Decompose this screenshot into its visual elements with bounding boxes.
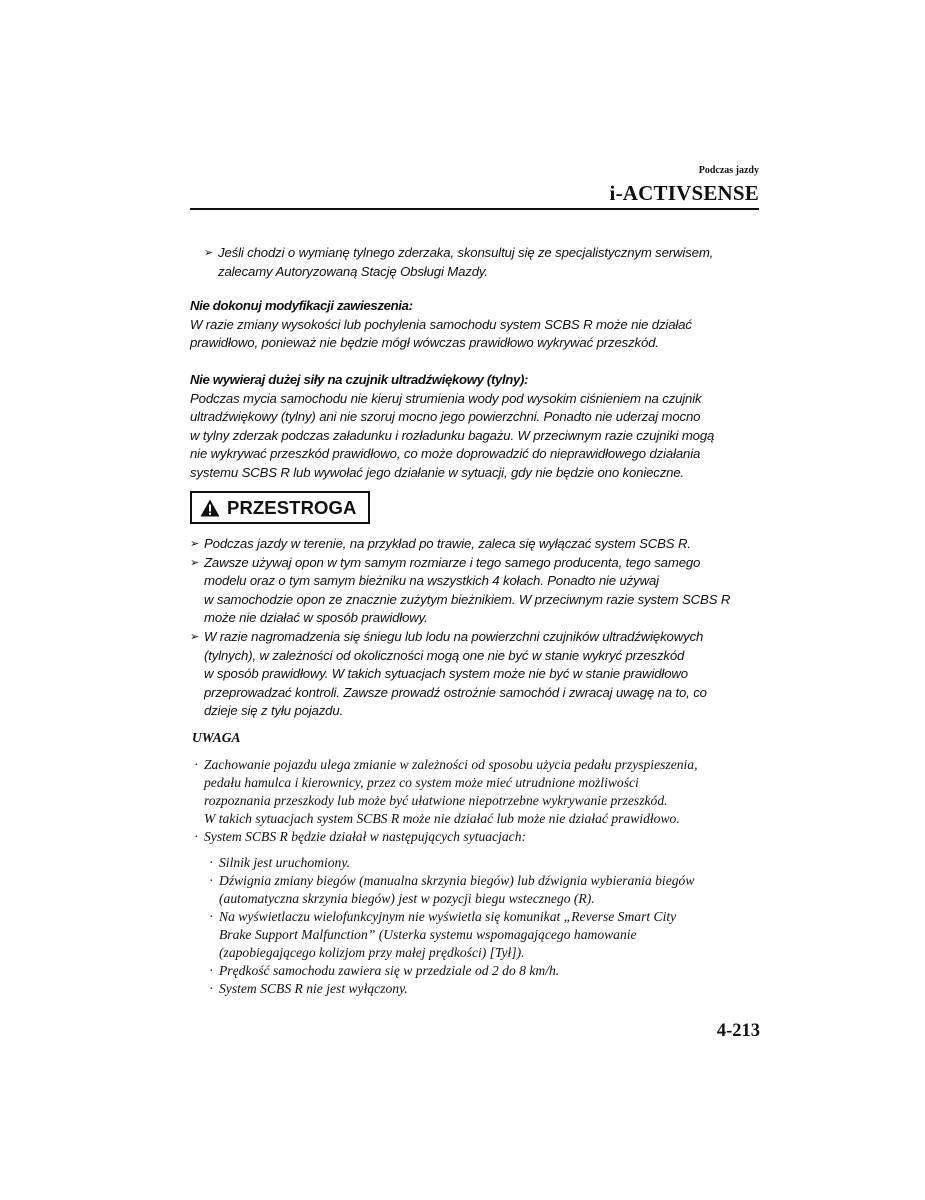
- arrow-bullet-icon: ➢: [190, 630, 200, 643]
- text-line: prawidłowo, ponieważ nie będzie mógł wówczas prawidłowo wykrywać przeszkód.: [190, 335, 659, 351]
- section-title: Podczas jazdy: [698, 165, 759, 176]
- text-line: w tylny zderzak podczas załadunku i rozładunku bagażu. W przeciwnym razie czujniki mogą: [190, 427, 715, 443]
- dot-bullet-icon: ·: [194, 757, 199, 772]
- text-line: nie wykrywać przeszkód prawidłowo, co może doprowadzić do nieprawidłowego działania: [190, 446, 701, 462]
- text-line: System SCBS R będzie działał w następujących sytuacjach:: [204, 829, 527, 844]
- text-line: Prędkość samochodu zawiera się w przedziale od 2 do 8 km/h.: [219, 963, 560, 978]
- arrow-bullet-icon: ➢: [204, 247, 214, 259]
- arrow-bullet-icon: ➢: [190, 556, 200, 569]
- suspension-block: [190, 297, 762, 353]
- text-line: Zachowanie pojazdu ulega zmianie w zależności od sposobu użycia pedału przyspieszenia,: [204, 757, 698, 772]
- warning-triangle-icon: [200, 499, 220, 517]
- text-line: pedału hamulca i kierownicy, przez co system może mieć utrudnione możliwości: [204, 775, 639, 790]
- dot-bullet-icon: ·: [209, 981, 214, 996]
- dot-bullet-icon: ·: [194, 829, 199, 844]
- page-header: [190, 165, 759, 205]
- text-line: System SCBS R nie jest wyłączony.: [219, 981, 408, 996]
- dot-bullet-icon: ·: [209, 873, 214, 888]
- text-line: Zawsze używaj opon w tym samym rozmiarze i tego samego producenta, tego samego: [204, 554, 701, 570]
- text-line: dzieje się z tyłu pojazdu.: [204, 703, 344, 719]
- note-subitem: [207, 872, 767, 908]
- text-line: przeprowadzać kontroli. Zawsze prowadź ostrożnie samochód i zwracaj uwagę na to, co: [204, 684, 707, 700]
- text-line: w sposób prawidłowy. W takich sytuacjach system może nie być w stanie prawidłowo: [204, 666, 688, 682]
- text-line: W takich sytuacjach system SCBS R może nie działać lub może nie działać prawidłowo.: [204, 811, 680, 826]
- caution-list: [190, 535, 765, 721]
- text-line: może nie działać w sposób prawidłowy.: [204, 610, 428, 626]
- note-item: [192, 828, 767, 846]
- intro-bullet: [204, 244, 778, 281]
- chapter-title: i-ACTIVSENSE: [609, 181, 759, 205]
- dot-bullet-icon: ·: [209, 909, 214, 924]
- sensor-heading: Nie wywieraj dużej siły na czujnik ultradźwiękowy (tylny):: [190, 372, 529, 387]
- text-line: (automatyczna skrzynia biegów) jest w pozycji biegu wstecznego (R).: [219, 891, 595, 906]
- text-line: (zapobiegającego kolizjom przy małej prędkości) [Tył]).: [219, 945, 525, 960]
- text-line: Silnik jest uruchomiony.: [219, 855, 351, 870]
- caution-item: [190, 535, 765, 554]
- text-line: Podczas jazdy w terenie, na przykład po trawie, zaleca się wyłączać system SCBS R.: [204, 536, 691, 551]
- sensor-block: [190, 371, 762, 483]
- caution-item: [190, 628, 765, 721]
- text-line: Dźwignia zmiany biegów (manualna skrzynia biegów) lub dźwignia wybierania biegów: [219, 873, 695, 888]
- text-line: (tylnych), w zależności od okoliczności mogą one nie być w stanie wykryć przeszkód: [204, 647, 685, 663]
- caution-item: [190, 554, 765, 628]
- note-sublist: [192, 854, 767, 998]
- text-line: W razie nagromadzenia się śniegu lub lodu na powierzchni czujników ultradźwiękowych: [204, 628, 704, 644]
- text-line: W razie zmiany wysokości lub pochylenia samochodu system SCBS R może nie działać: [190, 316, 692, 332]
- note-subitem: [207, 854, 767, 872]
- suspension-heading: Nie dokonuj modyfikacji zawieszenia:: [190, 298, 413, 313]
- caution-label: PRZESTROGA: [227, 496, 357, 518]
- text-line: Na wyświetlaczu wielofunkcyjnym nie wyświetla się komunikat „Reverse Smart City: [219, 909, 677, 924]
- text-line: ultradźwiękowy (tylny) ani nie szoruj mocno jego powierzchni. Ponadto nie uderzaj mocno: [190, 409, 701, 425]
- dot-bullet-icon: ·: [209, 963, 214, 978]
- note-subitem: [207, 908, 767, 962]
- dot-bullet-icon: ·: [209, 855, 214, 870]
- page-number: 4-213: [716, 1021, 760, 1041]
- header-divider: [190, 208, 759, 210]
- note-item: [192, 756, 767, 828]
- arrow-bullet-icon: ➢: [190, 538, 200, 550]
- text-line: Jeśli chodzi o wymianę tylnego zderzaka, skonsultuj się ze specjalistycznym serwisem,: [218, 245, 714, 260]
- note-subitem: [207, 962, 767, 980]
- note-subitem: [207, 980, 767, 998]
- text-line: systemu SCBS R lub wywołać jego działanie w sytuacji, gdy nie będzie ono konieczne.: [190, 464, 685, 480]
- text-line: rozpoznania przeszkody lub może być ułatwione niepotrzebne wykrywanie przeszkód.: [204, 793, 668, 808]
- caution-badge: [190, 491, 370, 524]
- note-section: [192, 729, 767, 998]
- note-title: UWAGA: [192, 730, 241, 745]
- text-line: zalecamy Autoryzowaną Stację Obsługi Mazdy.: [218, 263, 488, 279]
- text-line: modelu oraz o tym samym bieżniku na wszystkich 4 kołach. Ponadto nie używaj: [204, 573, 659, 589]
- text-line: w samochodzie opon ze znacznie zużytym bieżnikiem. W przeciwnym razie system SCBS R: [204, 591, 731, 607]
- text-line: Podczas mycia samochodu nie kieruj strumienia wody pod wysokim ciśnieniem na czujnik: [190, 390, 702, 406]
- text-line: Brake Support Malfunction” (Usterka systemu wspomagającego hamowanie: [219, 927, 637, 942]
